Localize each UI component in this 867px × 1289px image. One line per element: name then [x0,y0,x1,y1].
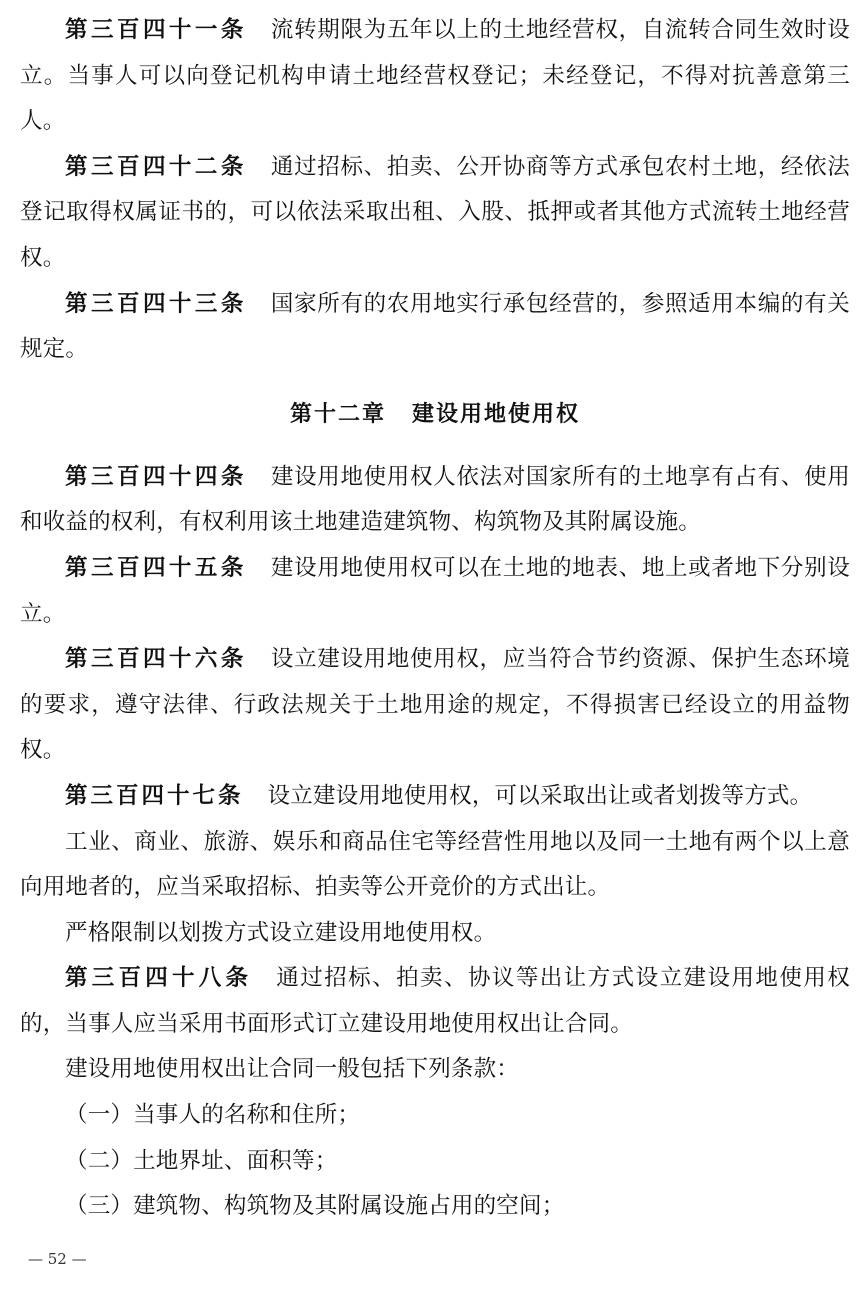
article-text: 建设用地使用权出让合同一般包括下列条款： [65,1056,520,1083]
article-text: 通过招标、拍卖、公开协商等方式承包农村土地，经依法登记取得权属证书的，可以依法采取出租、入股、抵押或者其他方式流转土地经营权。 [20,153,850,271]
article-paragraph [20,956,850,1047]
chapter-title: 建设用地使用权 [412,401,581,427]
article-text: 设立建设用地使用权，可以采取出让或者划拨等方式。 [267,782,813,809]
article-text: 建设用地使用权可以在土地的地表、地上或者地下分别设立。 [20,554,850,627]
article-343 [20,282,850,373]
article-number: 第三百四十五条 [65,554,247,581]
article-345 [20,546,850,637]
article-paragraph [20,455,850,546]
article-number: 第三百四十八条 [65,965,253,992]
list-item-text: （一）当事人的名称和住所； [65,1102,361,1129]
list-item [20,1184,850,1230]
article-paragraph-continued [20,1047,850,1093]
article-paragraph [20,774,850,820]
article-paragraph-continued [20,820,850,911]
page-number: — 52 — [28,1250,87,1268]
article-paragraph [20,282,850,373]
article-346 [20,637,850,774]
list-item-text: （三）建筑物、构筑物及其附属设施占用的空间； [65,1193,565,1220]
document-page [20,8,850,1230]
article-number: 第三百四十一条 [65,17,247,43]
article-text: 设立建设用地使用权，应当符合节约资源、保护生态环境的要求，遵守法律、行政法规关于土地用途的规定，不得损害已经设立的用益物权。 [20,646,850,764]
article-text: 通过招标、拍卖、协议等出让方式设立建设用地使用权的，当事人应当采用书面形式订立建设用地使用权出让合同。 [20,965,850,1037]
article-347 [20,774,850,956]
list-item [20,1093,850,1139]
list-item-text: （二）土地界址、面积等； [65,1147,338,1174]
article-paragraph [20,145,850,282]
article-number: 第三百四十三条 [65,290,247,317]
article-number: 第三百四十七条 [65,782,244,809]
article-paragraph [20,546,850,637]
article-number: 第三百四十六条 [65,646,247,673]
article-text: 严格限制以划拨方式设立建设用地使用权。 [65,919,497,946]
article-text: 国家所有的农用地实行承包经营的，参照适用本编的有关规定。 [20,290,850,363]
article-342 [20,145,850,282]
article-paragraph-continued [20,911,850,957]
article-text: 工业、商业、旅游、娱乐和商品住宅等经营性用地以及同一土地有两个以上意向用地者的，应当采取招标、拍卖等公开竞价的方式出让。 [20,828,850,901]
article-341 [20,8,850,145]
article-text: 建设用地使用权人依法对国家所有的土地享有占有、使用和收益的权利，有权利用该土地建造建筑物、构筑物及其附属设施。 [20,463,850,536]
article-paragraph [20,8,850,145]
article-number: 第三百四十二条 [65,153,247,180]
article-344 [20,455,850,546]
article-number: 第三百四十四条 [65,463,247,490]
article-348 [20,956,850,1230]
chapter-heading [20,393,850,437]
chapter-number: 第十二章 [289,401,386,427]
article-text: 流转期限为五年以上的土地经营权，自流转合同生效时设立。当事人可以向登记机构申请土地经营权登记；未经登记，不得对抗善意第三人。 [20,17,850,135]
list-item [20,1139,850,1185]
article-paragraph [20,637,850,774]
